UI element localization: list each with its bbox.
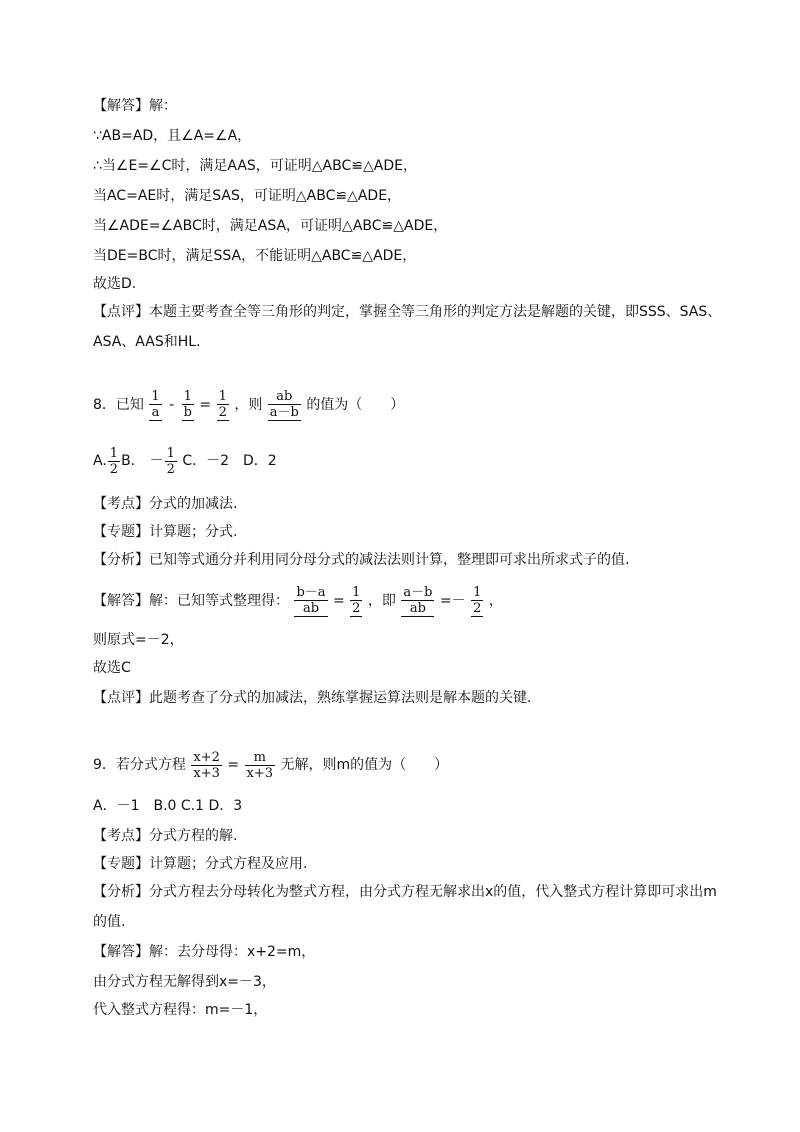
- operator: =: [227, 757, 240, 773]
- answer-end: ，: [488, 593, 503, 609]
- fraction-denominator: ab: [294, 600, 327, 617]
- kaodian: 【考点】分式的加减法.: [93, 496, 238, 512]
- answer-label: 【解答】解：: [93, 98, 177, 114]
- fraction-denominator: a: [149, 404, 161, 421]
- kaodian: 【考点】分式方程的解.: [93, 828, 238, 844]
- fraction-numerator: 1: [183, 389, 192, 404]
- q8-prefix: 8．已知: [93, 397, 144, 413]
- q8-mid: ，则: [234, 397, 263, 413]
- fraction-denominator: 2: [166, 461, 175, 477]
- fraction-denominator: x+3: [193, 765, 220, 781]
- fraction-denominator: a－b: [269, 405, 299, 420]
- comment-line-2: ASA、AAS和HL.: [93, 334, 201, 350]
- operator: =: [332, 593, 345, 609]
- fraction-numerator: x+2: [193, 749, 220, 765]
- fraction: [149, 389, 161, 421]
- fraction: [294, 585, 327, 617]
- answer-line: 故选D.: [93, 276, 137, 292]
- comment: 【点评】此题考查了分式的加减法，熟练掌握运算法则是解本题的关键.: [93, 690, 532, 706]
- fraction-numerator: m: [253, 749, 266, 765]
- operator: -: [169, 397, 175, 413]
- operator: =－: [439, 593, 466, 609]
- answer-line: ∵AB=AD，且∠A=∠A，: [93, 128, 252, 144]
- fraction: [401, 585, 434, 617]
- answer-line: 当AC=AE时，满足SAS，可证明△ABC≌△ADE，: [93, 188, 402, 204]
- fraction-numerator: 1: [109, 445, 119, 461]
- option-b-sign: －: [149, 453, 164, 469]
- fraction-denominator: 2: [352, 601, 361, 616]
- fraction: [165, 446, 177, 477]
- answer-line: 【解答】解：去分母得：x+2=m，: [93, 944, 316, 960]
- question-9: [93, 748, 448, 782]
- fraction-denominator: 2: [109, 461, 119, 477]
- fenxi: 【分析】已知等式通分并利用同分母分式的减法法则计算，整理即可求出所求式子的值.: [93, 552, 630, 568]
- answer-line: ∴当∠E=∠C时，满足AAS，可证明△ABC≌△ADE，: [93, 158, 417, 174]
- answer-line: 当DE=BC时，满足SSA，不能证明△ABC≌△ADE，: [93, 248, 417, 264]
- q8-answer: [93, 582, 503, 620]
- answer-line: 当∠ADE=∠ABC时，满足ASA，可证明△ABC≌△ADE，: [93, 218, 448, 234]
- q9-suffix: 无解，则m的值为（ ）: [280, 757, 449, 773]
- answer-line: 由分式方程无解得到x=－3，: [93, 974, 276, 990]
- fraction-denominator: 2: [218, 405, 227, 420]
- fraction: [217, 389, 229, 421]
- answer-line: 代入整式方程得：m=－1，: [93, 1002, 268, 1018]
- fraction-numerator: 1: [151, 389, 160, 404]
- fraction-denominator: b: [183, 405, 192, 420]
- operator: =: [199, 397, 212, 413]
- fraction-denominator: x+3: [246, 765, 274, 781]
- fraction-denominator: ab: [401, 600, 434, 617]
- answer-line: 则原式=－2，: [93, 632, 184, 648]
- fraction-numerator: 1: [473, 585, 482, 600]
- answer-prefix: 【解答】解：已知等式整理得：: [93, 593, 289, 609]
- fraction: [245, 750, 276, 781]
- fenxi-line-2: 的值.: [93, 914, 126, 930]
- fraction: [182, 389, 194, 421]
- fraction: [191, 750, 222, 781]
- fraction: [108, 446, 120, 477]
- fraction-numerator: 1: [218, 389, 227, 404]
- fenxi-line-1: 【分析】分式方程去分母转化为整式方程，由分式方程无解求出x的值，代入整式方程计算即可求出m: [93, 884, 717, 900]
- q8-suffix: 的值为（ ）: [306, 397, 405, 413]
- fraction-numerator: 1: [166, 445, 175, 461]
- fraction: [471, 585, 483, 617]
- fraction-numerator: b－a: [296, 585, 326, 600]
- fraction: [350, 585, 362, 617]
- zhuanti: 【专题】计算题；分式.: [93, 524, 238, 540]
- fraction-numerator: ab: [276, 389, 293, 404]
- fraction-denominator: 2: [473, 601, 482, 616]
- option-b-label: B.: [121, 453, 136, 469]
- q9-prefix: 9．若分式方程: [93, 757, 186, 773]
- answer-mid: ，即: [367, 593, 396, 609]
- option-a-label: A.: [93, 453, 107, 469]
- q9-options: A．－1 B.0 C.1 D．3: [93, 798, 243, 814]
- question-8: [93, 388, 404, 422]
- comment-line-1: 【点评】本题主要考查全等三角形的判定，掌握全等三角形的判定方法是解题的关键，即SSS、SAS、: [93, 304, 722, 320]
- fraction-numerator: a－b: [403, 585, 433, 600]
- zhuanti: 【专题】计算题；分式方程及应用.: [93, 856, 308, 872]
- fraction: [268, 389, 301, 421]
- options-c-d: C．－2 D．2: [182, 453, 277, 469]
- q8-options: [93, 444, 277, 478]
- fraction-numerator: 1: [352, 585, 361, 600]
- answer-line: 故选C: [93, 660, 131, 676]
